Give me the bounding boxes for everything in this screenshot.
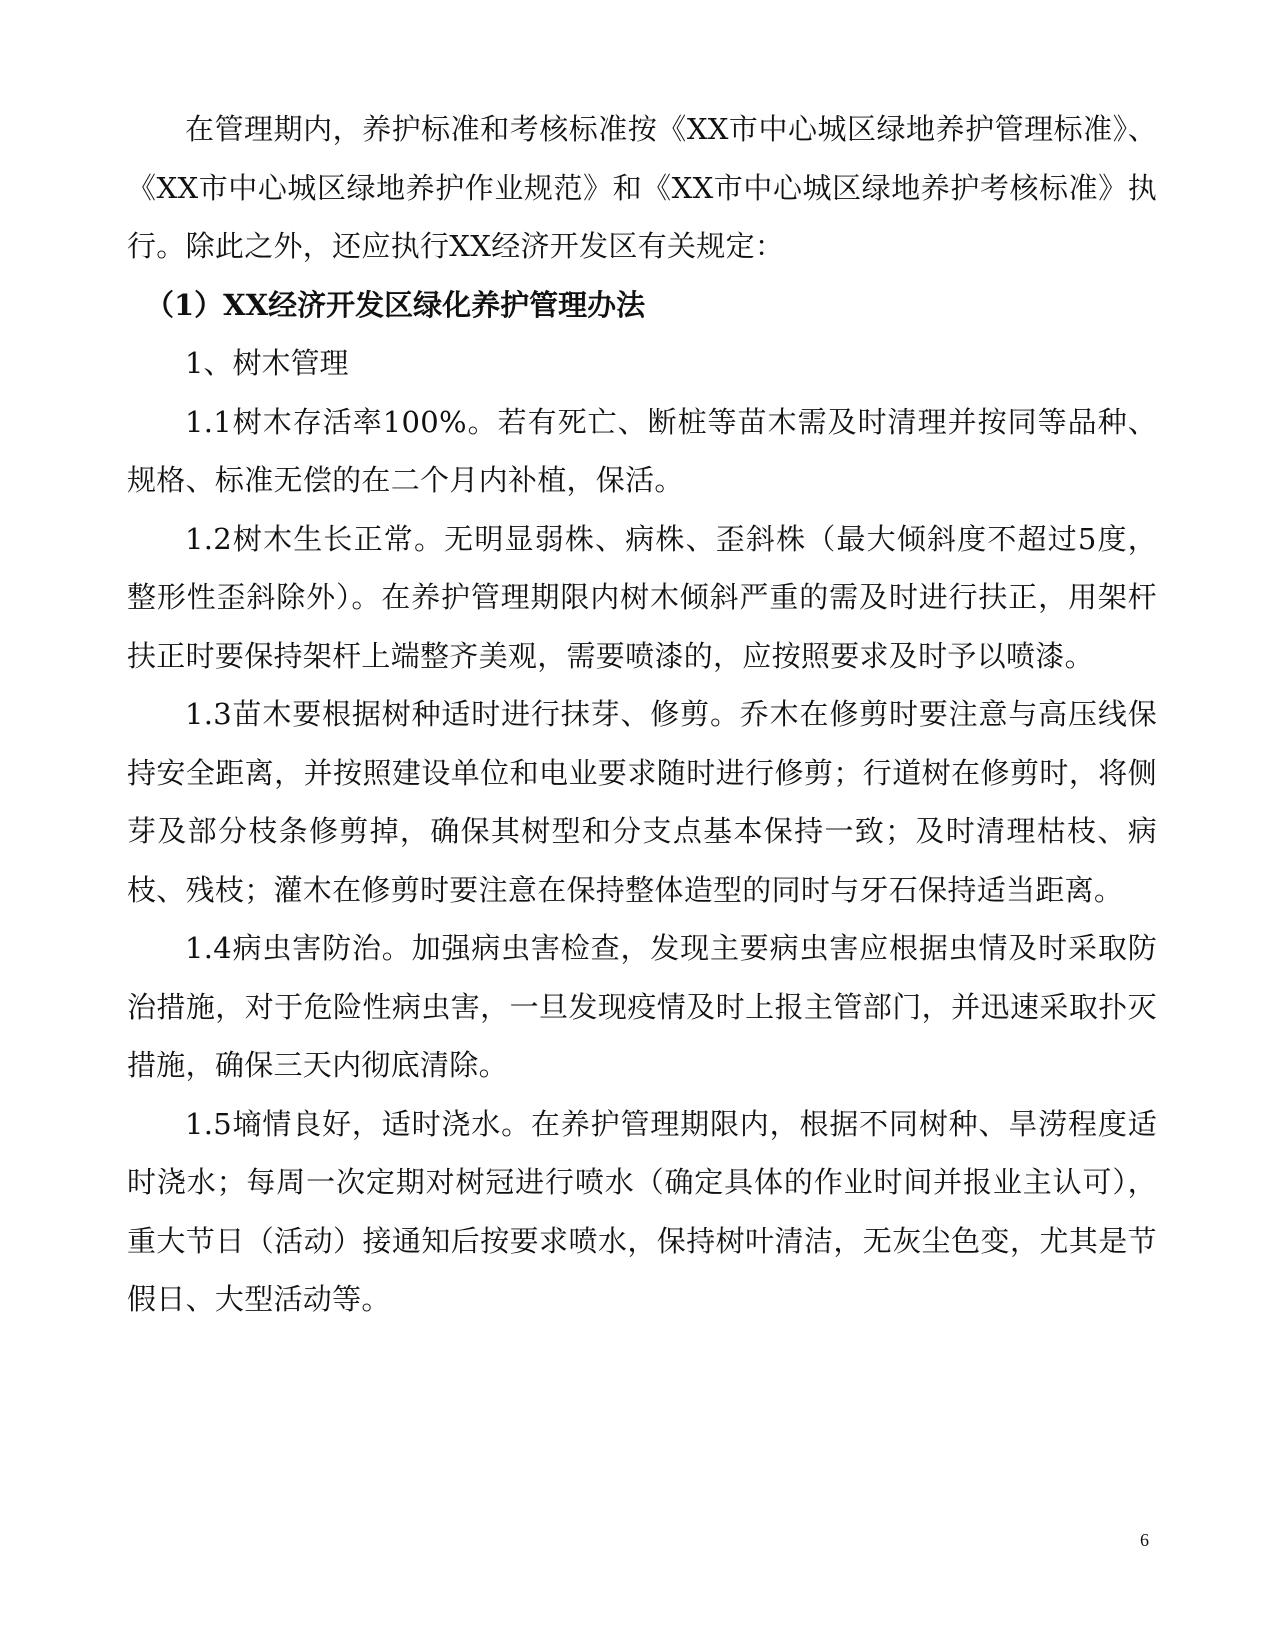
paragraph-1-5: 1.5墒情良好，适时浇水。在养护管理期限内，根据不同树种、旱涝程度适时浇水；每周一次定期对树冠进行喷水（确定具体的作业时间并报业主认可），重大节日（活动）接通知后按要求喷水，保持树叶清洁，无灰尘色变，尤其是节假日、大型活动等。 xyxy=(127,1106,1157,1316)
paragraph-1-1: 1.1树木存活率100%。若有死亡、断桩等苗木需及时清理并按同等品种、规格、标准无偿的在二个月内补植，保活。 xyxy=(127,404,1157,497)
section-heading: （1）XX经济开发区绿化养护管理办法 xyxy=(145,287,646,322)
page-number: 6 xyxy=(1140,1530,1149,1550)
paragraph-1-2: 1.2树木生长正常。无明显弱株、病株、歪斜株（最大倾斜度不超过5度，整形性歪斜除外）。在养护管理期限内树木倾斜严重的需及时进行扶正，用架杆扶正时要保持架杆上端整齐美观，需要喷漆的，应按照要求及时予以喷漆。 xyxy=(127,521,1157,673)
intro-paragraph: 在管理期内，养护标准和考核标准按《XX市中心城区绿地养护管理标准》、《XX市中心城区绿地养护作业规范》和《XX市中心城区绿地养护考核标准》执行。除此之外，还应执行XX经济开发区有关规定： xyxy=(127,112,1157,263)
subsection-heading: 1、树木管理 xyxy=(185,346,349,380)
document-body xyxy=(127,100,1157,1329)
paragraph-1-3: 1.3苗木要根据树种适时进行抹芽、修剪。乔木在修剪时要注意与高压线保持安全距离，并按照建设单位和电业要求随时进行修剪；行道树在修剪时，将侧芽及部分枝条修剪掉，确保其树型和分支点基本保持一致；及时清理枯枝、病枝、残枝；灌木在修剪时要注意在保持整体造型的同时与牙石保持适当距离。 xyxy=(127,697,1157,907)
paragraph-1-4: 1.4病虫害防治。加强病虫害检查，发现主要病虫害应根据虫情及时采取防治措施，对于危险性病虫害，一旦发现疫情及时上报主管部门，并迅速采取扑灭措施，确保三天内彻底清除。 xyxy=(127,931,1157,1082)
